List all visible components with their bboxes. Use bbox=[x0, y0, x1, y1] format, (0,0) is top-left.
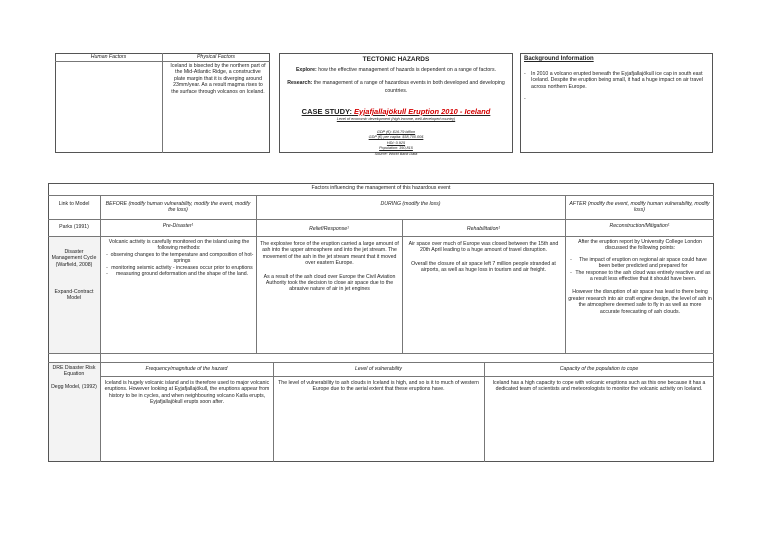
parks-label: Parks (1991) bbox=[59, 224, 89, 230]
background-box bbox=[520, 53, 713, 153]
stat-source: Source: World Bank Data bbox=[374, 151, 418, 156]
case-study-label: CASE STUDY: bbox=[301, 107, 352, 116]
rehabilitation-content bbox=[405, 241, 562, 274]
reconstruction-heading: Reconstruction/Mitigation¹ bbox=[609, 223, 670, 229]
background-bullet-2 bbox=[531, 96, 710, 102]
bullet-dash: - bbox=[106, 264, 108, 271]
case-study-title: Eyjafjallajökull Eruption 2010 - Iceland bbox=[354, 107, 491, 116]
before-content bbox=[104, 239, 254, 277]
research-label: Research: bbox=[287, 80, 313, 86]
expand-contract-label: Expand-Contract Model bbox=[54, 289, 94, 302]
case-study-heading bbox=[279, 107, 513, 116]
after-bullet-1: The impact of eruption on regional air space could have been better predicted and prepared for bbox=[579, 256, 707, 270]
col-divider bbox=[256, 195, 257, 353]
after-heading: AFTER (modify the event, modify human vulnerability, modify loss) bbox=[569, 201, 710, 214]
explore-line bbox=[282, 67, 510, 73]
before-bullet-3: measuring ground deformation and the shape of the land. bbox=[115, 271, 249, 278]
relief-paragraph-1: The explosive force of the eruption carried a large amount of ash into the upper atmosphere and into the jet stream. The movement of the ash in the jet stream meant that it moved over eastern Europe. bbox=[260, 241, 399, 267]
col-divider bbox=[565, 195, 566, 353]
row-divider bbox=[100, 376, 714, 377]
relief-paragraph-2: As a result of the ash cloud over Europe the Civil Aviation Authority took the decision to close air space due to the abrasive nature of air in jet engines bbox=[263, 273, 396, 293]
bullet-dash: - bbox=[524, 71, 526, 77]
factors-column-divider bbox=[162, 53, 163, 153]
bullet-dash: - bbox=[106, 271, 108, 278]
country-stats bbox=[279, 130, 513, 157]
research-line bbox=[282, 79, 510, 95]
relief-content bbox=[259, 241, 400, 293]
research-text: the management of a range of hazardous events in both developed and developing countries. bbox=[313, 80, 505, 94]
row-divider bbox=[48, 353, 714, 354]
human-factors-heading: Human Factors bbox=[90, 54, 127, 60]
capacity-text: Iceland has a high capacity to cope with volcanic eruptions such as this one because it has a dedicated team of scientists and meteorologists to monitor the volcanic activity on Iceland. bbox=[492, 380, 706, 393]
before-bullet-1: observing changes to the temperature and composition of hot-springs bbox=[110, 251, 254, 265]
row-divider bbox=[48, 195, 714, 196]
col-divider bbox=[273, 362, 274, 462]
rehabilitation-heading: Rehabilitation¹ bbox=[466, 226, 501, 232]
col-divider bbox=[100, 195, 101, 462]
physical-factors-heading: Physical Factors bbox=[196, 54, 236, 60]
development-level-line: Level of economic development (high income, well-developed country) bbox=[336, 117, 456, 121]
row-divider bbox=[48, 236, 714, 237]
background-text: In 2010 a volcano erupted beneath the Eyjafjallajökull ice cap in south east Iceland. Despite the eruption being small, it had a huge impact on air travel across northern Europe. bbox=[531, 71, 703, 90]
vulnerability-heading: Level of vulnerability bbox=[354, 366, 402, 372]
bullet-dash: - bbox=[570, 256, 572, 263]
dre-label: DRE Disaster Risk Equation bbox=[52, 365, 96, 378]
physical-factors-text: Iceland is bisected by the northern part of the Mid-Atlantic Ridge, a constructive plate margin that it is diverging around 23mm/year. As a result magma rises to the surface through volcanos on Iceland. bbox=[170, 63, 266, 95]
tectonic-hazards-title: TECTONIC HAZARDS bbox=[362, 56, 430, 63]
disaster-management-cycle-label: Disaster Management Cycle (Warfield, 2008) bbox=[51, 249, 97, 268]
rehab-paragraph-2: Overall the closure of air space left 7 million people stranded at airports, as well as huge loss in tourism and air freight. bbox=[411, 260, 556, 274]
before-bullet-2: monitoring seismic activity - increases occur prior to eruptions bbox=[111, 264, 253, 271]
stat-hdi: HDI: 0.925 bbox=[386, 140, 406, 145]
bullet-dash: - bbox=[106, 251, 108, 258]
bullet-dash: - bbox=[524, 96, 526, 103]
background-bullets bbox=[524, 71, 710, 103]
capacity-heading: Capacity of the population to cope bbox=[559, 366, 639, 372]
during-heading: DURING (modify the loss) bbox=[380, 201, 441, 207]
after-bullet-2: The response to the ash cloud was entirely reactive and as a result less effective that it should have been. bbox=[575, 269, 711, 283]
after-content bbox=[568, 239, 712, 315]
relief-response-heading: Relief/Response¹ bbox=[309, 226, 349, 232]
stat-gdp: GDP (€): $16.79 billion bbox=[376, 130, 416, 134]
rehab-paragraph-1: Air space over much of Europe was closed between the 15th and 20th April leading to a huge amount of travel disruption. bbox=[408, 241, 559, 254]
col-divider bbox=[402, 219, 403, 353]
after-paragraph-2: However the disruption of air space has lead to there being greater research into air craft engine design, the level of ash in the atmosphere deemed safe to fly in as well as more accurate forecasting of ash clouds. bbox=[568, 289, 712, 315]
table-title: Factors influencing the management of this hazardous event bbox=[311, 185, 451, 191]
explore-label: Explore: bbox=[295, 67, 317, 73]
vulnerability-text: The level of vulnerability to ash clouds in Iceland is high, and so is it to much of western Europe due to the aerial extent that these eruptions have. bbox=[278, 380, 479, 393]
col-divider bbox=[484, 362, 485, 462]
stat-population: Population: 350,815 bbox=[379, 146, 413, 151]
background-heading: Background Information bbox=[524, 56, 594, 62]
bullet-dash: - bbox=[570, 269, 572, 276]
row-divider bbox=[48, 362, 714, 363]
before-intro: Volcanic activity is carefully monitored on the island using the following methods: bbox=[108, 239, 250, 252]
frequency-text: Iceland is hugely volcanic island and is therefore used to major volcanic eruptions. However looking at Eyjafjallajökull, the eruptions appear from history to be in cycles, and when neighbouring volcano Katla erupts, Eyjafjallajökull erupts soon after. bbox=[104, 380, 270, 406]
frequency-heading: Frequency/magnitude of the hazard bbox=[145, 366, 228, 372]
stat-gdp-per-capita: GDP (€) per capita: $58,700.00$ bbox=[368, 135, 424, 140]
degg-label: Degg Model, (1992) bbox=[51, 384, 97, 390]
before-heading: BEFORE (modify human vulnerability, modify the event, modify the loss) bbox=[105, 201, 251, 214]
explore-text: how the effective management of hazards is dependent on a range of factors. bbox=[318, 67, 497, 73]
row-divider bbox=[48, 219, 714, 220]
link-to-model-heading: Link to Model bbox=[58, 201, 90, 207]
after-intro: After the eruption report by University College London discussed the following points: bbox=[578, 239, 702, 252]
pre-disaster-heading: Pre-Disaster¹ bbox=[162, 223, 194, 229]
